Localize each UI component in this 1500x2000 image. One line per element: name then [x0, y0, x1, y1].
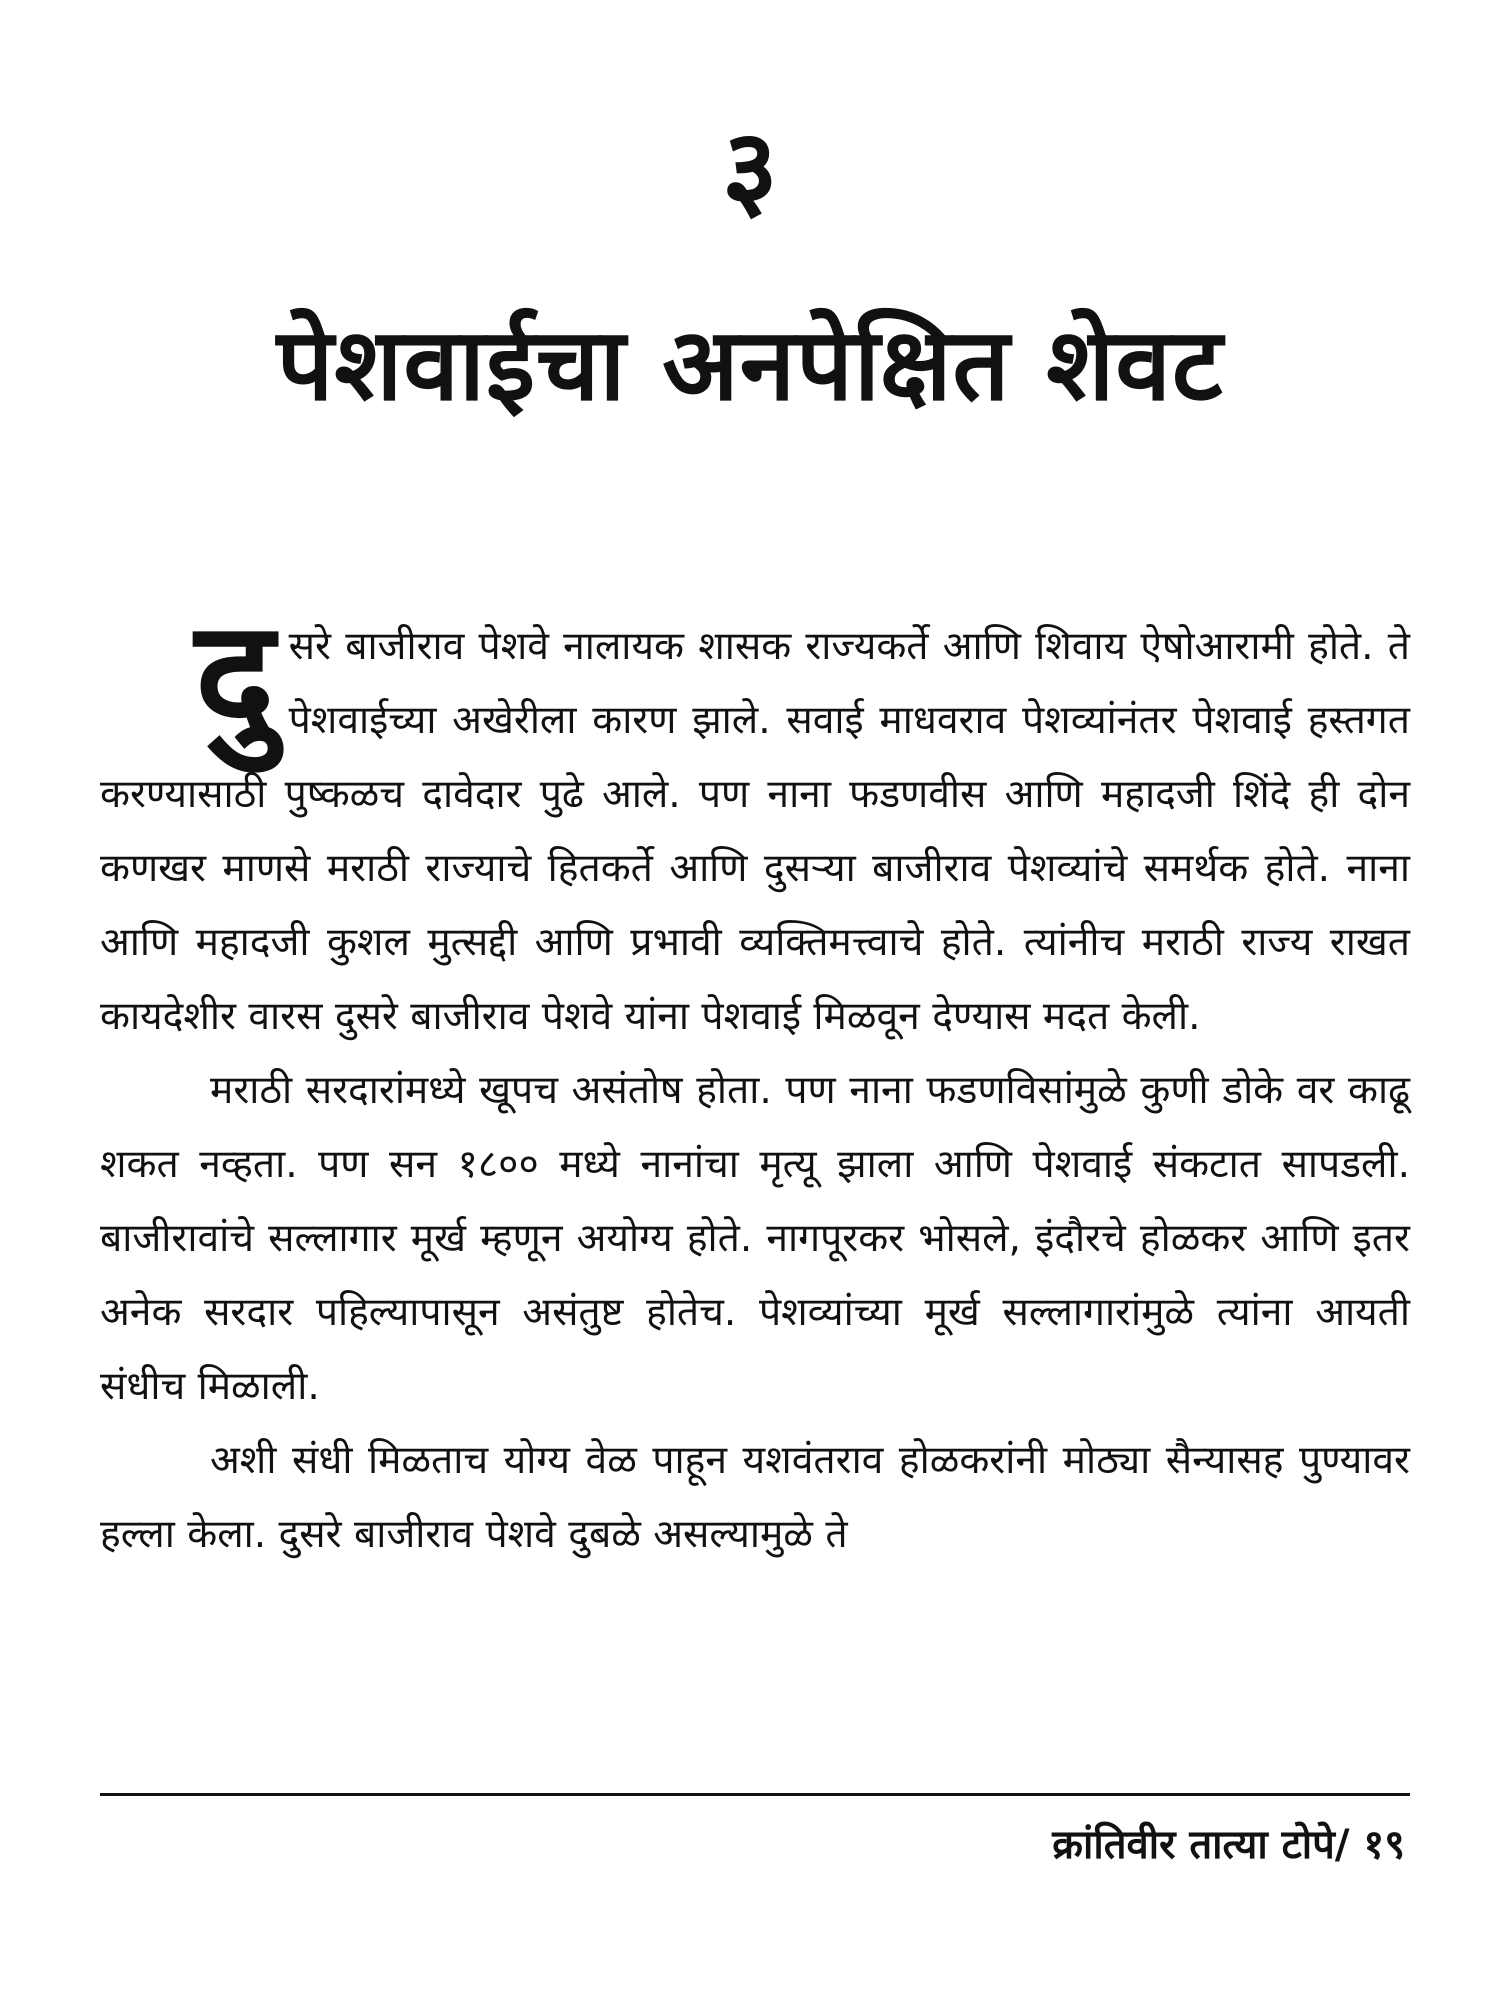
drop-cap: दु	[195, 589, 275, 763]
paragraph-1-text: सरे बाजीराव पेशवे नालायक शासक राज्यकर्ते आणि शिवाय ऐषोआरामी होते. ते पेशवाईच्या अखेरीला कारण झाले. सवाई माधवराव पेशव्यांनंतर पेशवाई हस्तगत करण्यासाठी पुष्कळच दावेदार पुढे आले. पण नाना फडणवीस आणि महादजी शिंदे ही दोन कणखर माणसे मराठी राज्याचे हितकर्ते आणि दुसऱ्या बाजीराव पेशव्यांचे समर्थक होते. नाना आणि महादजी कुशल मुत्सद्दी आणि प्रभावी व्यक्तिमत्त्वाचे होते. त्यांनीच मराठी राज्य राखत कायदेशीर वारस दुसरे बाजीराव पेशवे यांना पेशवाई मिळवून देण्यास मदत केली.	[100, 624, 1410, 1039]
body-text	[100, 589, 1411, 1572]
running-footer: क्रांतिवीर तात्या टोपे/ १९	[1052, 1822, 1405, 1868]
paragraph-1	[100, 589, 1410, 1054]
footer-rule	[100, 1793, 1410, 1796]
chapter-number: ३	[721, 107, 779, 232]
paragraph-3: अशी संधी मिळताच योग्य वेळ पाहून यशवंतराव होळकरांनी मोठ्या सैन्यासह पुण्यावर हल्ला केला. दुसरे बाजीराव पेशवे दुबळे असल्यामुळे ते	[100, 1438, 1411, 1557]
chapter-title: पेशवाईचा अनपेक्षित शेवट	[276, 306, 1224, 423]
paragraph-2: मराठी सरदारांमध्ये खूपच असंतोष होता. पण नाना फडणविसांमुळे कुणी डोके वर काढू शकत नव्हता. पण सन १८०० मध्ये नानांचा मृत्यू झाला आणि पेशवाई संकटात सापडली. बाजीरावांचे सल्लागार मूर्ख म्हणून अयोग्य होते. नागपूरकर भोसले, इंदौरचे होळकर आणि इतर अनेक सरदार पहिल्यापासून असंतुष्ट होतेच. पेशव्यांच्या मूर्ख सल्लागारांमुळे त्यांना आयती संधीच मिळाली.	[100, 1068, 1410, 1409]
